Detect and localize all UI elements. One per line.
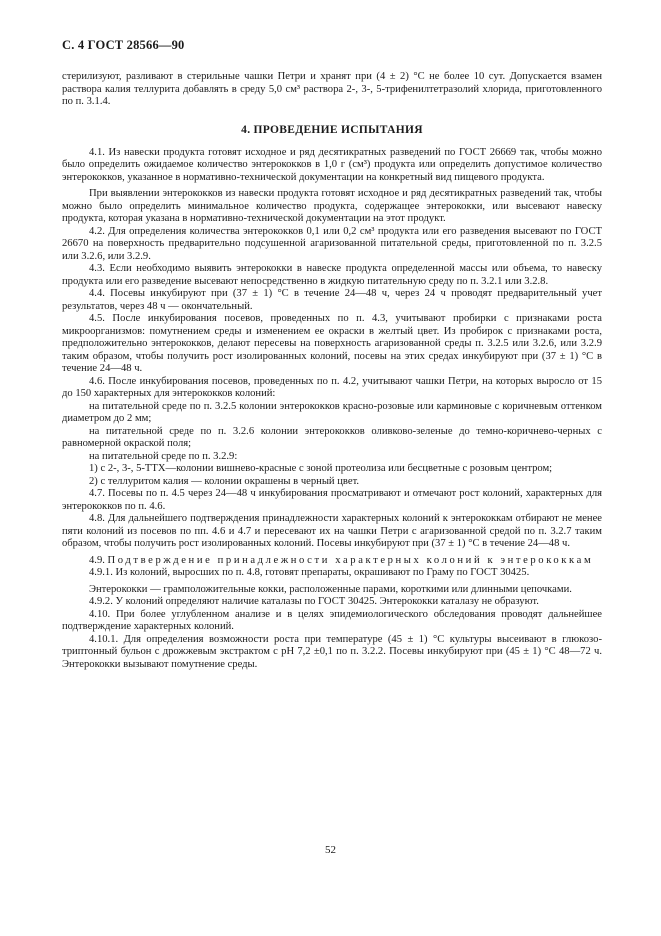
paragraph-4-6-c1: 1) с 2-, 3-, 5-ТТХ—колонии вишнево-красные с зоной протеолиза или бесцветные с розовым центром;	[89, 463, 553, 474]
paragraph-4-6-a: на питательной среде по п. 3.2.5 колонии энтерококков красно-розовые или карминовые с коричневым оттенком диаметром до 2 мм;	[62, 400, 602, 424]
paragraph-4-6-b: на питательной среде по п. 3.2.6 колонии энтерококков оливково-зеленые до темно-коричнево-черных с равномерной окраской поля;	[62, 425, 602, 449]
paragraph-4-1: 4.1. Из навески продукта готовят исходное и ряд десятикратных разведений по ГОСТ 26669 так, чтобы можно было определить ожидаемое количество энтерококков в 1,0 г (см³) продукта или определить допустимое количество энтерококков, указанное в нормативно-технической документации на конкретный вид пищевого продукта.	[62, 146, 602, 183]
intro-paragraph: стерилизуют, разливают в стерильные чашки Петри и хранят при (4 ± 2) °С не более 10 сут. Допускается взамен раствора калия теллурита добавлять в среду 5,0 см³ раствора 2-, 3-, 5-трифенилтетразолий хлорида, приготовленного по п. 3.1.4.	[62, 71, 602, 107]
paragraph-4-9-1: 4.9.1. Из колоний, выросших по п. 4.8, готовят препараты, окрашивают по Граму по ГОСТ 30425.	[89, 567, 530, 578]
paragraph-4-4: 4.4. Посевы инкубируют при (37 ± 1) °С в течение 24—48 ч, через 24 ч проводят предварительный учет результатов, через 48 ч — окончательный.	[62, 288, 602, 312]
paragraph-4-9-1-b: Энтерококки — грамположительные кокки, расположенные парами, короткими или длинными цепочками.	[89, 583, 572, 595]
paragraph-4-6-c2: 2) с теллуритом калия — колонии окрашены в черный цвет.	[89, 475, 360, 487]
paragraph-4-2: 4.2. Для определения количества энтерококков 0,1 или 0,2 см³ продукта или его разведения высевают по ГОСТ 26670 на поверхность предварительно подсушенной агаризованной питательной среды, приготовленной по п. 3.2.5 или 3.2.6, или 3.2.9.	[62, 225, 602, 262]
paragraph-4-3: 4.3. Если необходимо выявить энтерококки в навеске продукта определенной массы или объема, то навеску продукта или его разведение высевают непосредственно в жидкую питательную среду по п. 3.2.1 или 3.2.8.	[62, 263, 602, 287]
document-page	[62, 38, 602, 671]
paragraph-4-5: 4.5. После инкубирования посевов, проведенных по п. 4.3, учитывают пробирки с признаками роста микроорганизмов: помутнением среды и изменением ее окраски в желтый цвет. Из пробирок с признаками роста, предположительно энтерококков, делают пересевы на поверхность агаризованной среды п. 3.2.5 или 3.2.6, или 3.2.9 таким образом, чтобы получить рост изолированных колоний, посевы на этих средах инкубируют при (37 ± 1) °С в течение 24—48 ч.	[62, 313, 602, 374]
paragraph-4-7: 4.7. Посевы по п. 4.5 через 24—48 ч инкубирования просматривают и отмечают рост колоний, характерных для энтерококков по п. 4.6.	[62, 488, 602, 512]
paragraph-4-9-2: 4.9.2. У колоний определяют наличие каталазы по ГОСТ 30425. Энтерококки каталазу не образуют.	[89, 596, 539, 607]
page-number: 52	[325, 844, 336, 856]
section-title: 4. ПРОВЕДЕНИЕ ИСПЫТАНИЯ	[241, 123, 423, 136]
paragraph-4-1-b: При выявлении энтерококков из навески продукта готовят исходное и ряд десятикратных разведений так, чтобы можно было определить минимальное количество продукта, содержащее энтерококки, или высевают навеску продукта, которая указана в нормативно-технической документации на этот продукт.	[62, 188, 602, 224]
paragraph-4-9-number: 4.9.	[89, 554, 105, 566]
paragraph-4-8: 4.8. Для дальнейшего подтверждения принадлежности характерных колоний к энтерококкам отбирают не менее пяти колоний из посевов по пп. 4.6 и 4.7 и пересевают их на чашки Петри с агаризованной средой по п. 3.2.7 таким образом, чтобы получить рост изолированных колоний. Посевы инкубируют при (37 ± 1) °С в течение 24—48 ч.	[62, 513, 602, 549]
paragraph-4-6-c: на питательной среде по п. 3.2.9:	[89, 450, 238, 462]
paragraph-4-10-1: 4.10.1. Для определения возможности роста при температуре (45 ± 1) °С культуры высеивают в глюкозо-триптонный бульон с дрожжевым экстрактом с рН 7,2 ±0,1 по п. 3.2.2. Посевы инкубируют при (45 ± 1) °С 48—72 ч. Энтерококки вызывают помутнение среды.	[62, 633, 602, 670]
paragraph-4-6: 4.6. После инкубирования посевов, проведенных по п. 4.2, учитывают чашки Петри, на которых выросло от 15 до 150 характерных для энтерококков колоний:	[62, 375, 602, 399]
paragraph-4-9-title: Подтверждение принадлежности характерных колоний к энтерококкам	[107, 554, 594, 566]
paragraph-4-10: 4.10. При более углубленном анализе и в целях эпидемиологического обследования проводят дальнейшее подтверждение характерных колоний.	[62, 608, 602, 632]
paragraph-4-9	[62, 555, 602, 568]
page-header: С. 4 ГОСТ 28566—90	[62, 38, 185, 52]
